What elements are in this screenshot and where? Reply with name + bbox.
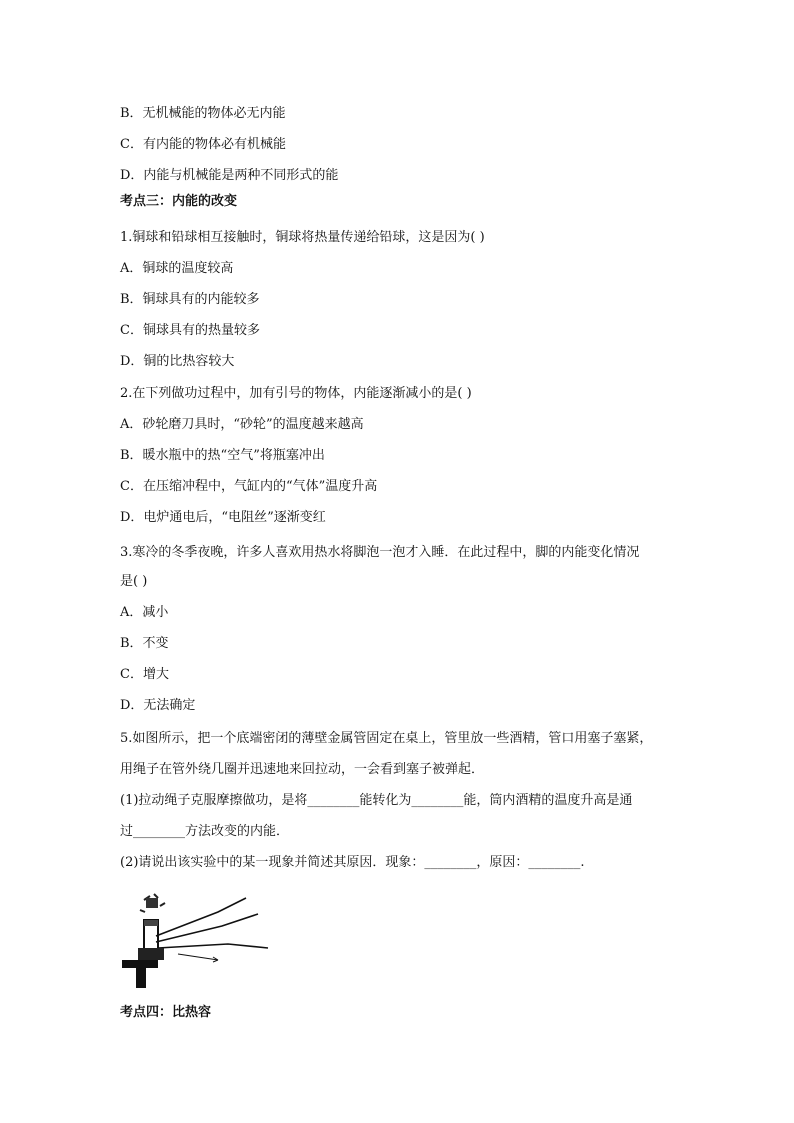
question-5-line3: (1)拉动绳子克服摩擦做功，是将________能转化为________能，筒内酒精的温度升高是通 [120,793,633,808]
question-1-option-b: B．铜球具有的内能较多 [120,292,260,307]
table [122,960,158,968]
question-1-option-c: C．铜球具有的热量较多 [120,323,260,338]
question-3-option-a: A．减小 [120,605,169,620]
option-c-internal-energy: C．有内能的物体必有机械能 [120,137,286,152]
rope [156,898,268,948]
metal-tube-experiment-figure [118,886,270,990]
question-5-line5: (2)请说出该实验中的某一现象并简述其原因．现象：________，原因：________. [120,855,585,870]
question-3-stem-line2: 是( ) [120,574,148,589]
question-3-option-b: B．不变 [120,636,169,651]
section-heading-3: 考点三：内能的改变 [120,194,238,209]
pull-arrow [178,954,218,960]
question-1-stem: 1.铜球和铅球相互接触时，铜球将热量传递给铅球，这是因为( ) [120,230,485,245]
question-1-option-a: A．铜球的温度较高 [120,261,234,276]
question-2-option-b: B．暖水瓶中的热“空气”将瓶塞冲出 [120,448,325,463]
clamp [138,948,164,960]
question-2-option-c: C．在压缩冲程中，气缸内的“气体”温度升高 [120,479,378,494]
section-heading-4: 考点四：比热容 [120,1005,212,1020]
option-d-two-forms: D．内能与机械能是两种不同形式的能 [120,168,339,183]
question-2-option-d: D．电炉通电后，“电阻丝”逐渐变红 [120,510,326,525]
question-3-option-d: D．无法确定 [120,698,196,713]
question-3-option-c: C．增大 [120,667,169,682]
option-b-no-mechanical-energy: B．无机械能的物体必无内能 [120,106,286,121]
stopper [146,898,158,908]
question-2-stem: 2.在下列做功过程中，加有引号的物体，内能逐渐减小的是( ) [120,386,472,401]
question-5-line4: 过________方法改变的内能． [120,824,290,839]
question-1-option-d: D．铜的比热容较大 [120,354,235,369]
question-5-line1: 5.如图所示，把一个底端密闭的薄壁金属管固定在桌上，管里放一些酒精，管口用塞子塞紧， [120,731,653,746]
question-5-line2: 用绳子在管外绕几圈并迅速地来回拉动，一会看到塞子被弹起． [120,762,485,777]
question-2-option-a: A．砂轮磨刀具时，“砂轮”的温度越来越高 [120,417,364,432]
question-3-stem-line1: 3.寒冷的冬季夜晚，许多人喜欢用热水将脚泡一泡才入睡．在此过程中，脚的内能变化情况 [120,545,640,560]
